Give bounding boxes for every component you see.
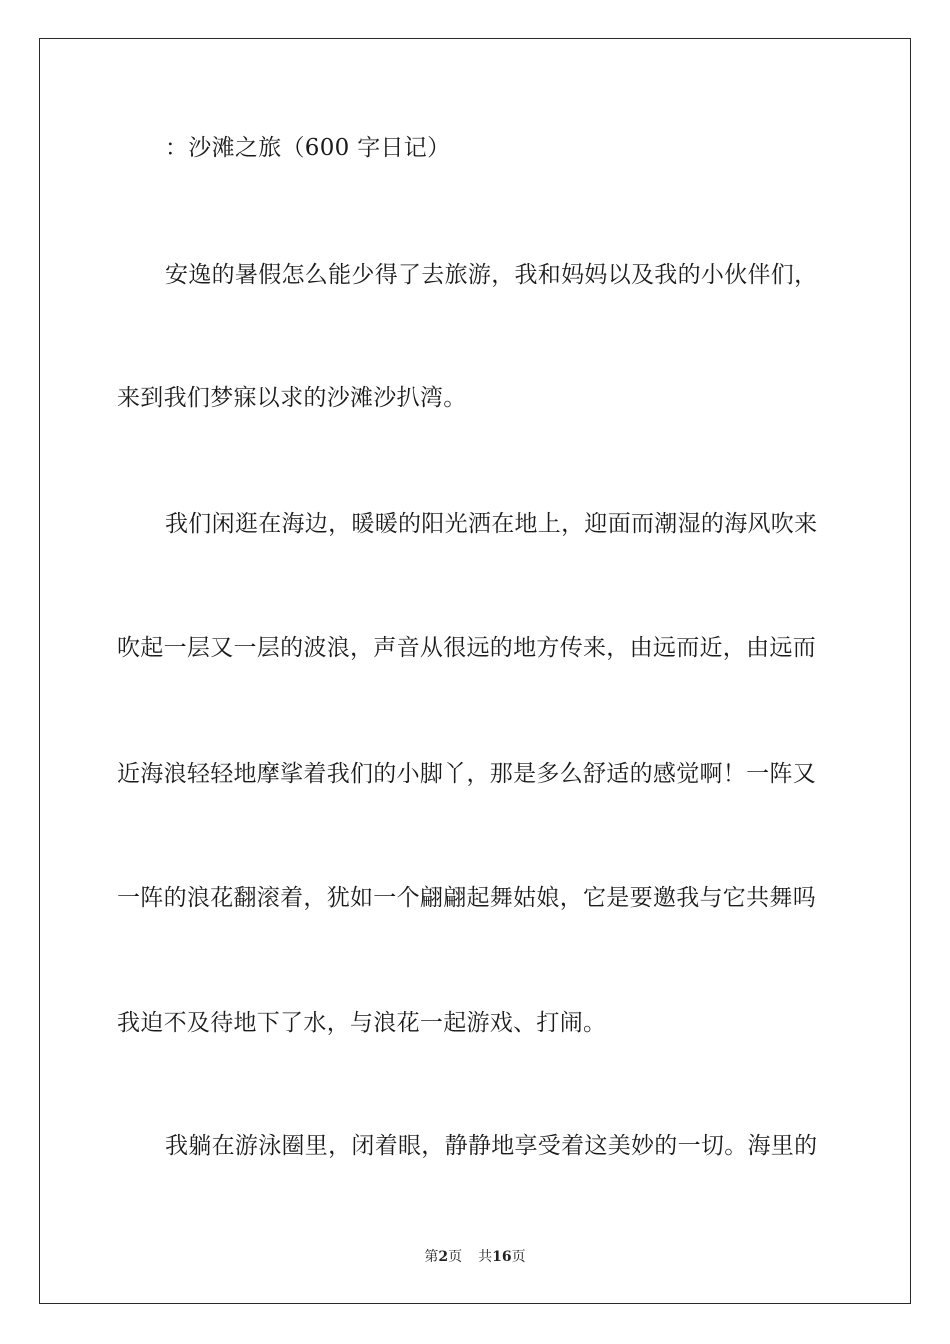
paragraph-1-line-2: 来到我们梦寐以求的沙滩沙扒湾。 <box>117 385 467 411</box>
total-suffix: 页 <box>511 1249 526 1265</box>
total-pages: 16 <box>492 1249 512 1265</box>
page-suffix: 页 <box>448 1249 463 1265</box>
paragraph-2-line-1: 我们闲逛在海边，暖暖的阳光洒在地上，迎面而潮湿的海风吹来 <box>165 511 818 537</box>
total-prefix: 共 <box>478 1249 493 1265</box>
page-footer <box>0 1246 950 1266</box>
paragraph-2-line-4: 一阵的浪花翻滚着，犹如一个翩翩起舞姑娘，它是要邀我与它共舞吗 <box>117 885 816 911</box>
page-prefix: 第 <box>424 1249 439 1265</box>
paragraph-2-line-5: 我迫不及待地下了水，与浪花一起游戏、打闹。 <box>117 1010 607 1036</box>
paragraph-1-line-1: 安逸的暑假怎么能少得了去旅游，我和妈妈以及我的小伙伴们， <box>165 262 818 288</box>
page-number: 2 <box>438 1249 449 1265</box>
paragraph-2-line-2: 吹起一层又一层的波浪，声音从很远的地方传来，由远而近，由远而 <box>117 635 816 661</box>
paragraph-3-line-1: 我躺在游泳圈里，闭着眼，静静地享受着这美妙的一切。海里的 <box>165 1133 818 1159</box>
paragraph-2-line-3: 近海浪轻轻地摩挲着我们的小脚丫，那是多么舒适的感觉啊！一阵又 <box>117 761 816 787</box>
document-title: ：沙滩之旅（600 字日记） <box>165 135 451 161</box>
page-border <box>39 38 911 1304</box>
